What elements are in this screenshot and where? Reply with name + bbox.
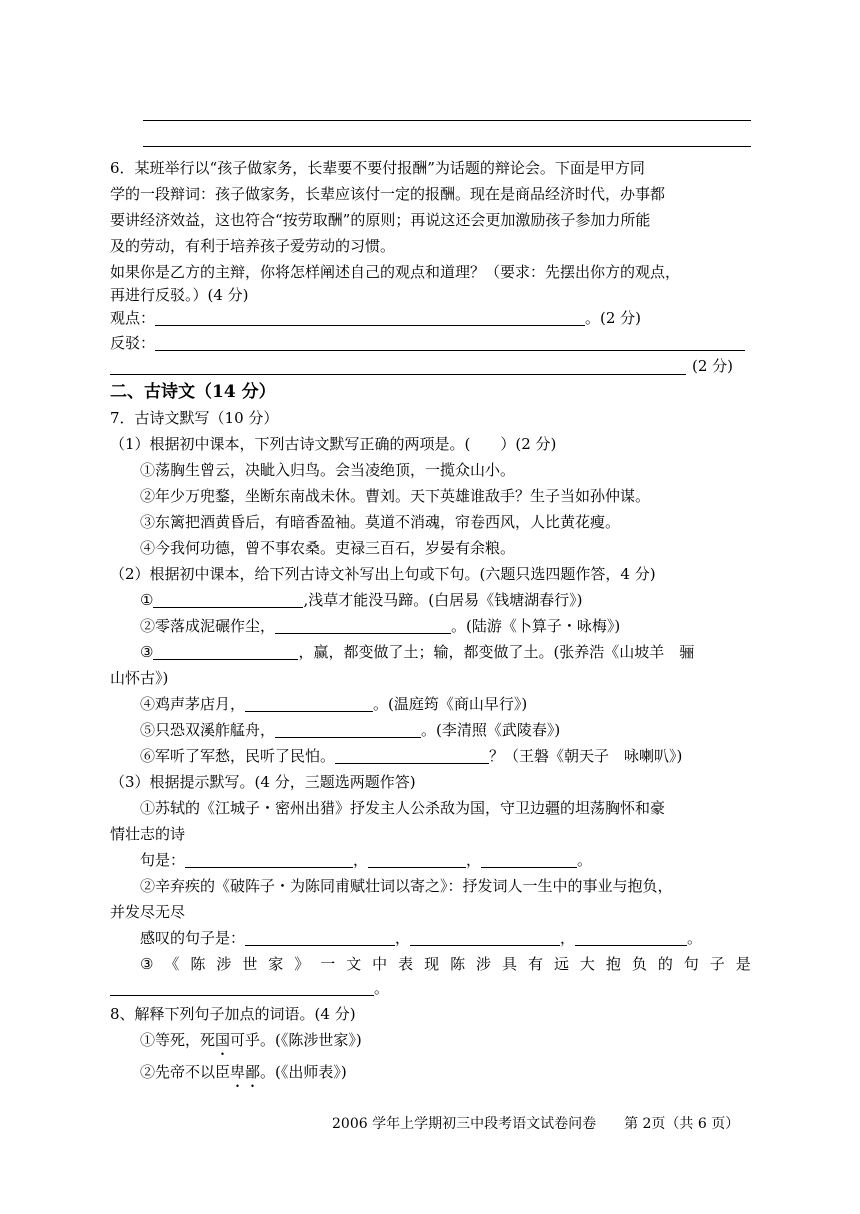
fill-blank[interactable] — [245, 929, 395, 946]
char: 有 — [527, 955, 543, 973]
q7-p3-3 — [140, 954, 751, 974]
q6-line: 要讲经济效益，这也符合“按劳取酬”的原则；再说这还会更加激励孩子参加力所能 — [110, 211, 651, 229]
punct: ， — [560, 929, 576, 947]
punct: ， — [353, 851, 369, 869]
item-source: 。(陆游《卜算子・咏梅》) — [451, 617, 621, 635]
fill-blank[interactable] — [368, 851, 466, 868]
char: 抱 — [605, 955, 621, 973]
punct: 。 — [577, 851, 593, 869]
q7-option: ③东篱把酒黄昏后，有暗香盈袖。莫道不消魂，帘卷西风，人比黄花瘦。 — [140, 513, 621, 531]
fill-blank[interactable] — [275, 721, 421, 738]
section-title: 二、古诗文（14 分） — [110, 382, 276, 402]
rebut-blank-2[interactable] — [110, 374, 686, 375]
rebut-score: (2 分) — [692, 357, 734, 375]
char: 子 — [709, 955, 725, 973]
char: 》 — [294, 955, 310, 973]
item-number: ③ — [140, 643, 154, 661]
q8-title: 8、解释下列句子加点的词语。(4 分) — [110, 1005, 356, 1023]
viewpoint-label: 观点： — [110, 309, 156, 327]
page-footer: 2006 学年上学期初三中段考语文试卷问卷 第 2页（共 6 页） — [332, 1116, 740, 1132]
punct: ， — [395, 929, 411, 947]
dotted-word: 卑 — [230, 1063, 246, 1081]
q7-p3-2b: 并发尽无尽 — [110, 903, 186, 921]
q7-fill-3-cont: 山怀古》) — [110, 669, 169, 687]
fill-blank[interactable] — [481, 851, 577, 868]
q7-option: ①荡胸生曾云，决眦入归鸟。会当凌绝顶，一揽众山小。 — [140, 461, 516, 479]
char: 远 — [553, 955, 569, 973]
char: 家 — [268, 955, 284, 973]
fill-blank[interactable] — [275, 617, 451, 634]
punct: ， — [466, 851, 482, 869]
char: 陈 — [450, 955, 466, 973]
viewpoint-score: 。(2 分) — [585, 309, 642, 327]
q7-fill-4 — [140, 694, 527, 714]
q6-line: 6．某班举行以“孩子做家务，长辈要不要付报酬”为话题的辩论会。下面是甲方同 — [110, 159, 645, 177]
rebut-row — [110, 333, 745, 353]
item-source: 。(李清照《武陵春》) — [421, 721, 561, 739]
char: 中 — [372, 955, 388, 973]
fill-blank[interactable] — [410, 929, 560, 946]
q6-line: 及的劳动，有利于培养孩子爱劳动的习惯。 — [110, 237, 396, 255]
char: 大 — [579, 955, 595, 973]
dotted-word: 鄙 — [245, 1063, 261, 1081]
char: 文 — [346, 955, 362, 973]
item-text: ①等死，死 — [140, 1031, 216, 1049]
q7-p3-1a: ①苏轼的《江城子・密州出猎》抒发主人公杀敌为国，守卫边疆的坦荡胸怀和豪 — [140, 799, 666, 817]
q7-fill-3 — [140, 642, 694, 662]
char: 《 — [164, 955, 180, 973]
q6-line: 再进行反驳。）(4 分) — [110, 286, 249, 304]
q6-line: 如果你是乙方的主辩，你将怎样阐述自己的观点和道理？（要求：先摆出你方的观点， — [110, 263, 681, 281]
fill-blank[interactable] — [575, 929, 687, 946]
item-text: 可乎。(《陈涉世家》) — [230, 1031, 362, 1049]
fill-blank[interactable] — [185, 851, 353, 868]
char: 表 — [398, 955, 414, 973]
item-text: ⑥军听了军愁，民听了民怕。 — [140, 747, 336, 765]
char: 的 — [657, 955, 673, 973]
char: 陈 — [190, 955, 206, 973]
q7-fill-6 — [140, 746, 682, 766]
char: 现 — [424, 955, 440, 973]
answer-line — [143, 146, 751, 147]
q7-p3-2c — [140, 928, 702, 948]
q6-line: 学的一段辩词：孩子做家务，长辈应该付一定的报酬。现在是商品经济时代，办事都 — [110, 185, 666, 203]
dotted-word: 国 — [215, 1031, 231, 1049]
q7-option: ④今我何功德，曾不事农桑。吏禄三百石，岁晏有余粮。 — [140, 539, 516, 557]
char: 涉 — [216, 955, 232, 973]
char: 具 — [502, 955, 518, 973]
item-number: ① — [140, 591, 154, 609]
answer-line — [143, 120, 751, 121]
fill-blank[interactable] — [335, 747, 489, 764]
q7-part3-title: （3）根据提示默写。(4 分，三题选两题作答) — [110, 773, 416, 791]
char: 是 — [735, 955, 751, 973]
q7-option: ②年少万兜鍪，坐断东南战未休。曹刘。天下英雄谁敌手？生子当如孙仲谋。 — [140, 487, 651, 505]
fill-blank[interactable] — [153, 591, 303, 608]
q7-fill-2 — [140, 616, 620, 636]
viewpoint-blank[interactable] — [155, 309, 585, 326]
q8-item-2 — [140, 1062, 347, 1082]
rebut-label: 反驳： — [110, 334, 156, 352]
char: 世 — [242, 955, 258, 973]
item-text: ④鸡声茅店月， — [140, 695, 246, 713]
q7-part1-title: （1）根据初中课本，下列古诗文默写正确的两项是。( ）(2 分) — [110, 435, 557, 453]
item-source: ？（王磐《朝天子 咏喇叭》) — [489, 747, 683, 765]
item-text: ②先帝不以臣 — [140, 1063, 231, 1081]
item-text: ,浅草才能没马蹄。(白居易《钱塘湖春行》) — [303, 591, 583, 609]
item-text: ，赢，都变做了土；输，都变做了土。(张养浩《山坡羊 骊 — [298, 643, 695, 661]
rebut-blank[interactable] — [155, 334, 745, 351]
viewpoint-row — [110, 308, 641, 328]
q7-fill-1 — [140, 590, 582, 610]
item-text: 句是： — [140, 851, 186, 869]
q7-p3-1b: 情壮志的诗 — [110, 825, 186, 843]
q7-p3-1c — [140, 850, 592, 870]
char: 句 — [683, 955, 699, 973]
q7-part2-title: （2）根据初中课本，给下列古诗文补写出上句或下句。(六题只选四题作答，4 分) — [110, 565, 656, 583]
char: 涉 — [476, 955, 492, 973]
item-text: ⑤只恐双溪舴艋舟， — [140, 721, 276, 739]
q7-p3-2a: ②辛弃疾的《破阵子・为陈同甫赋壮词以寄之》：抒发词人一生中的事业与抱负， — [140, 877, 673, 895]
fill-blank[interactable] — [245, 695, 373, 712]
q7-p3-3-blank-row — [110, 978, 389, 998]
char: 一 — [320, 955, 336, 973]
item-text: ②零落成泥碾作尘， — [140, 617, 276, 635]
q8-item-1 — [140, 1030, 362, 1050]
char: 负 — [631, 955, 647, 973]
punct: 。 — [687, 929, 703, 947]
char: ③ — [140, 955, 154, 973]
item-source: 。(温庭筠《商山早行》) — [373, 695, 528, 713]
q7-fill-5 — [140, 720, 560, 740]
fill-blank[interactable] — [153, 643, 298, 660]
fill-blank[interactable] — [110, 979, 374, 996]
punct: 。 — [374, 979, 390, 997]
item-text: 。(《出师表》) — [260, 1063, 347, 1081]
item-text: 感叹的句子是： — [140, 929, 246, 947]
q7-title: 7．古诗文默写（10 分） — [110, 409, 279, 427]
